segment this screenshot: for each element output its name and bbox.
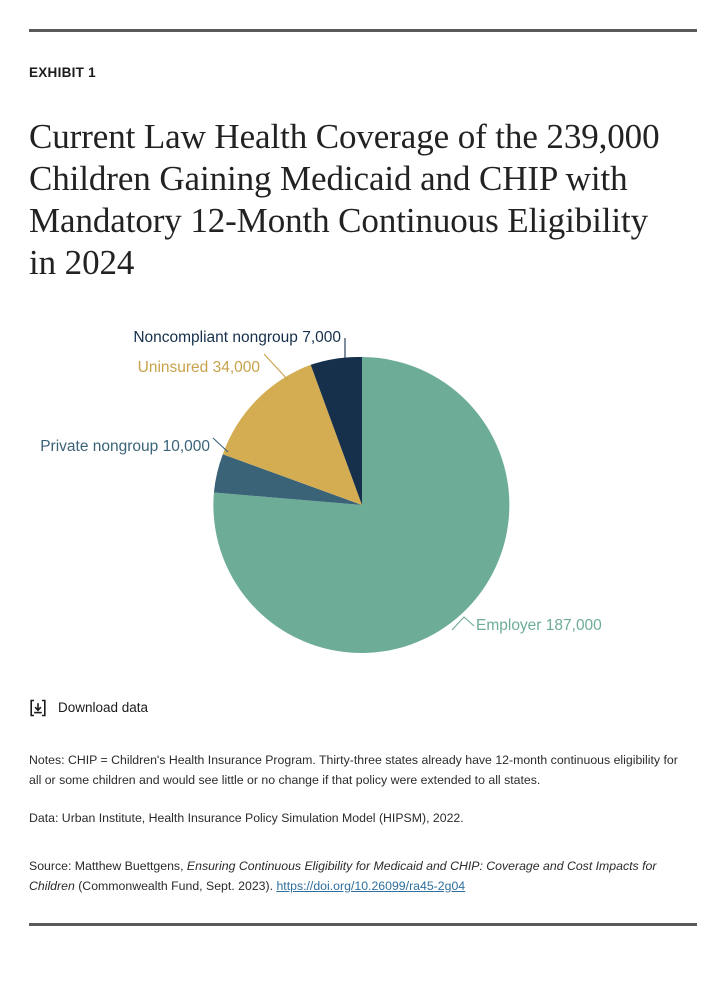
pie-label-noncompliant-nongroup: Noncompliant nongroup 7,000 xyxy=(133,329,341,346)
bottom-divider xyxy=(29,923,697,926)
pie-chart-svg xyxy=(0,318,725,686)
exhibit-eyebrow: EXHIBIT 1 xyxy=(29,65,96,80)
pie-label-employer: Employer 187,000 xyxy=(476,617,602,634)
download-icon xyxy=(29,699,47,717)
download-data-button[interactable] xyxy=(29,699,148,717)
citation-middle: (Commonwealth Fund, Sept. 2023). xyxy=(74,878,277,893)
notes-text: Notes: CHIP = Children's Health Insurance Program. Thirty-three states already have 12-month continuous eligibility for all or some children and would see little or no change if that policy were extended to all states. xyxy=(29,753,678,787)
citation-text xyxy=(29,857,691,896)
data-source-text: Data: Urban Institute, Health Insurance Policy Simulation Model (HIPSM), 2022. xyxy=(29,811,464,825)
pie-label-private-nongroup: Private nongroup 10,000 xyxy=(40,438,210,455)
citation-title: Ensuring Continuous Eligibility for Medicaid and CHIP: Coverage and Cost Impacts for Children xyxy=(29,859,657,893)
doi-link[interactable]: https://doi.org/10.26099/ra45-2g04 xyxy=(276,878,466,893)
pie-chart xyxy=(0,318,725,686)
citation-prefix: Source: Matthew Buettgens, xyxy=(29,859,187,873)
pie-label-uninsured: Uninsured 34,000 xyxy=(137,359,260,376)
top-divider xyxy=(29,29,697,32)
leader-line-uninsured xyxy=(264,354,288,380)
pie-slices xyxy=(213,357,509,653)
download-data-label: Download data xyxy=(58,700,149,715)
leader-line-private-nongroup xyxy=(213,438,228,452)
page-title: Current Law Health Coverage of the 239,000 Children Gaining Medicaid and CHIP with Mandatory 12-Month Continuous Eligibility in 2024 xyxy=(29,117,660,282)
